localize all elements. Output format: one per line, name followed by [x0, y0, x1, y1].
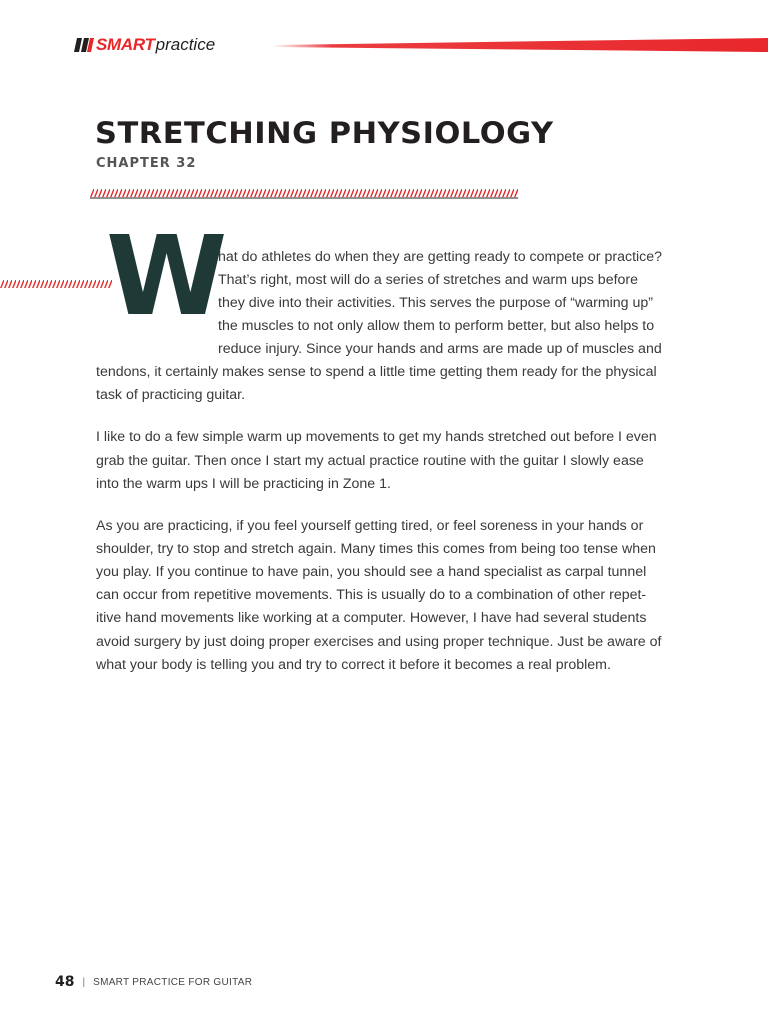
- page-footer: [55, 974, 252, 990]
- page-title: STRETCHING PHYSIOLOGY: [95, 116, 554, 150]
- paragraph-line: you play. If you continue to have pain, you should see a hand specialist as carpal tunnel: [96, 564, 647, 580]
- paragraph-line: into the warm ups I will be practicing in Zone 1.: [96, 476, 391, 492]
- paragraph-line: avoid surgery by just doing proper exercises and using proper technique. Just be aware of: [96, 634, 662, 650]
- brand-practice: practice: [155, 35, 216, 54]
- paragraph-line: the muscles to not only allow them to perform better, but also helps to: [218, 318, 655, 334]
- paragraph-line: hat do athletes do when they are getting ready to compete or practice?: [218, 249, 663, 265]
- paragraph-line: can occur from repetitive movements. This is usually do to a combination of other repet-: [96, 587, 647, 603]
- brand-logo: [74, 35, 215, 55]
- page-number: 48: [55, 974, 75, 990]
- title-hatched-rule: [90, 189, 518, 199]
- paragraph-line: they dive into their activities. This serves the purpose of “warming up”: [218, 295, 654, 311]
- paragraph-line: task of practicing guitar.: [96, 387, 246, 403]
- paragraph-line: tendons, it certainly makes sense to spend a little time getting them ready for the physical: [96, 364, 657, 380]
- paragraph-line: grab the guitar. Then once I start my actual practice routine with the guitar I slowly ease: [96, 453, 644, 469]
- paragraph-line: As you are practicing, if you feel yourself getting tired, or feel soreness in your hands or: [96, 518, 644, 534]
- chapter-label: CHAPTER 32: [96, 156, 197, 171]
- header-red-stripe: [272, 38, 768, 52]
- paragraph-line: reduce injury. Since your hands and arms are made up of muscles and: [218, 341, 662, 357]
- paragraph-line: what your body is telling you and try to correct it before it becomes a real problem.: [96, 657, 611, 673]
- paragraph-line: shoulder, try to stop and stretch again. Many times this comes from being too tense when: [96, 541, 656, 557]
- paragraph-line: I like to do a few simple warm up movements to get my hands stretched out before I even: [96, 429, 657, 445]
- footer-book-title: SMART PRACTICE FOR GUITAR: [93, 976, 253, 988]
- paragraph-line: itive hand movements like working at a computer. However, I have had several students: [96, 610, 647, 626]
- dropcap-hatched-rule: [0, 280, 112, 290]
- brand-smart: SMART: [96, 35, 155, 54]
- footer-separator: |: [82, 976, 86, 988]
- paragraph-line: That’s right, most will do a series of stretches and warm ups before: [218, 272, 639, 288]
- logo-mark-icon: [74, 38, 94, 52]
- drop-cap: W: [106, 212, 228, 340]
